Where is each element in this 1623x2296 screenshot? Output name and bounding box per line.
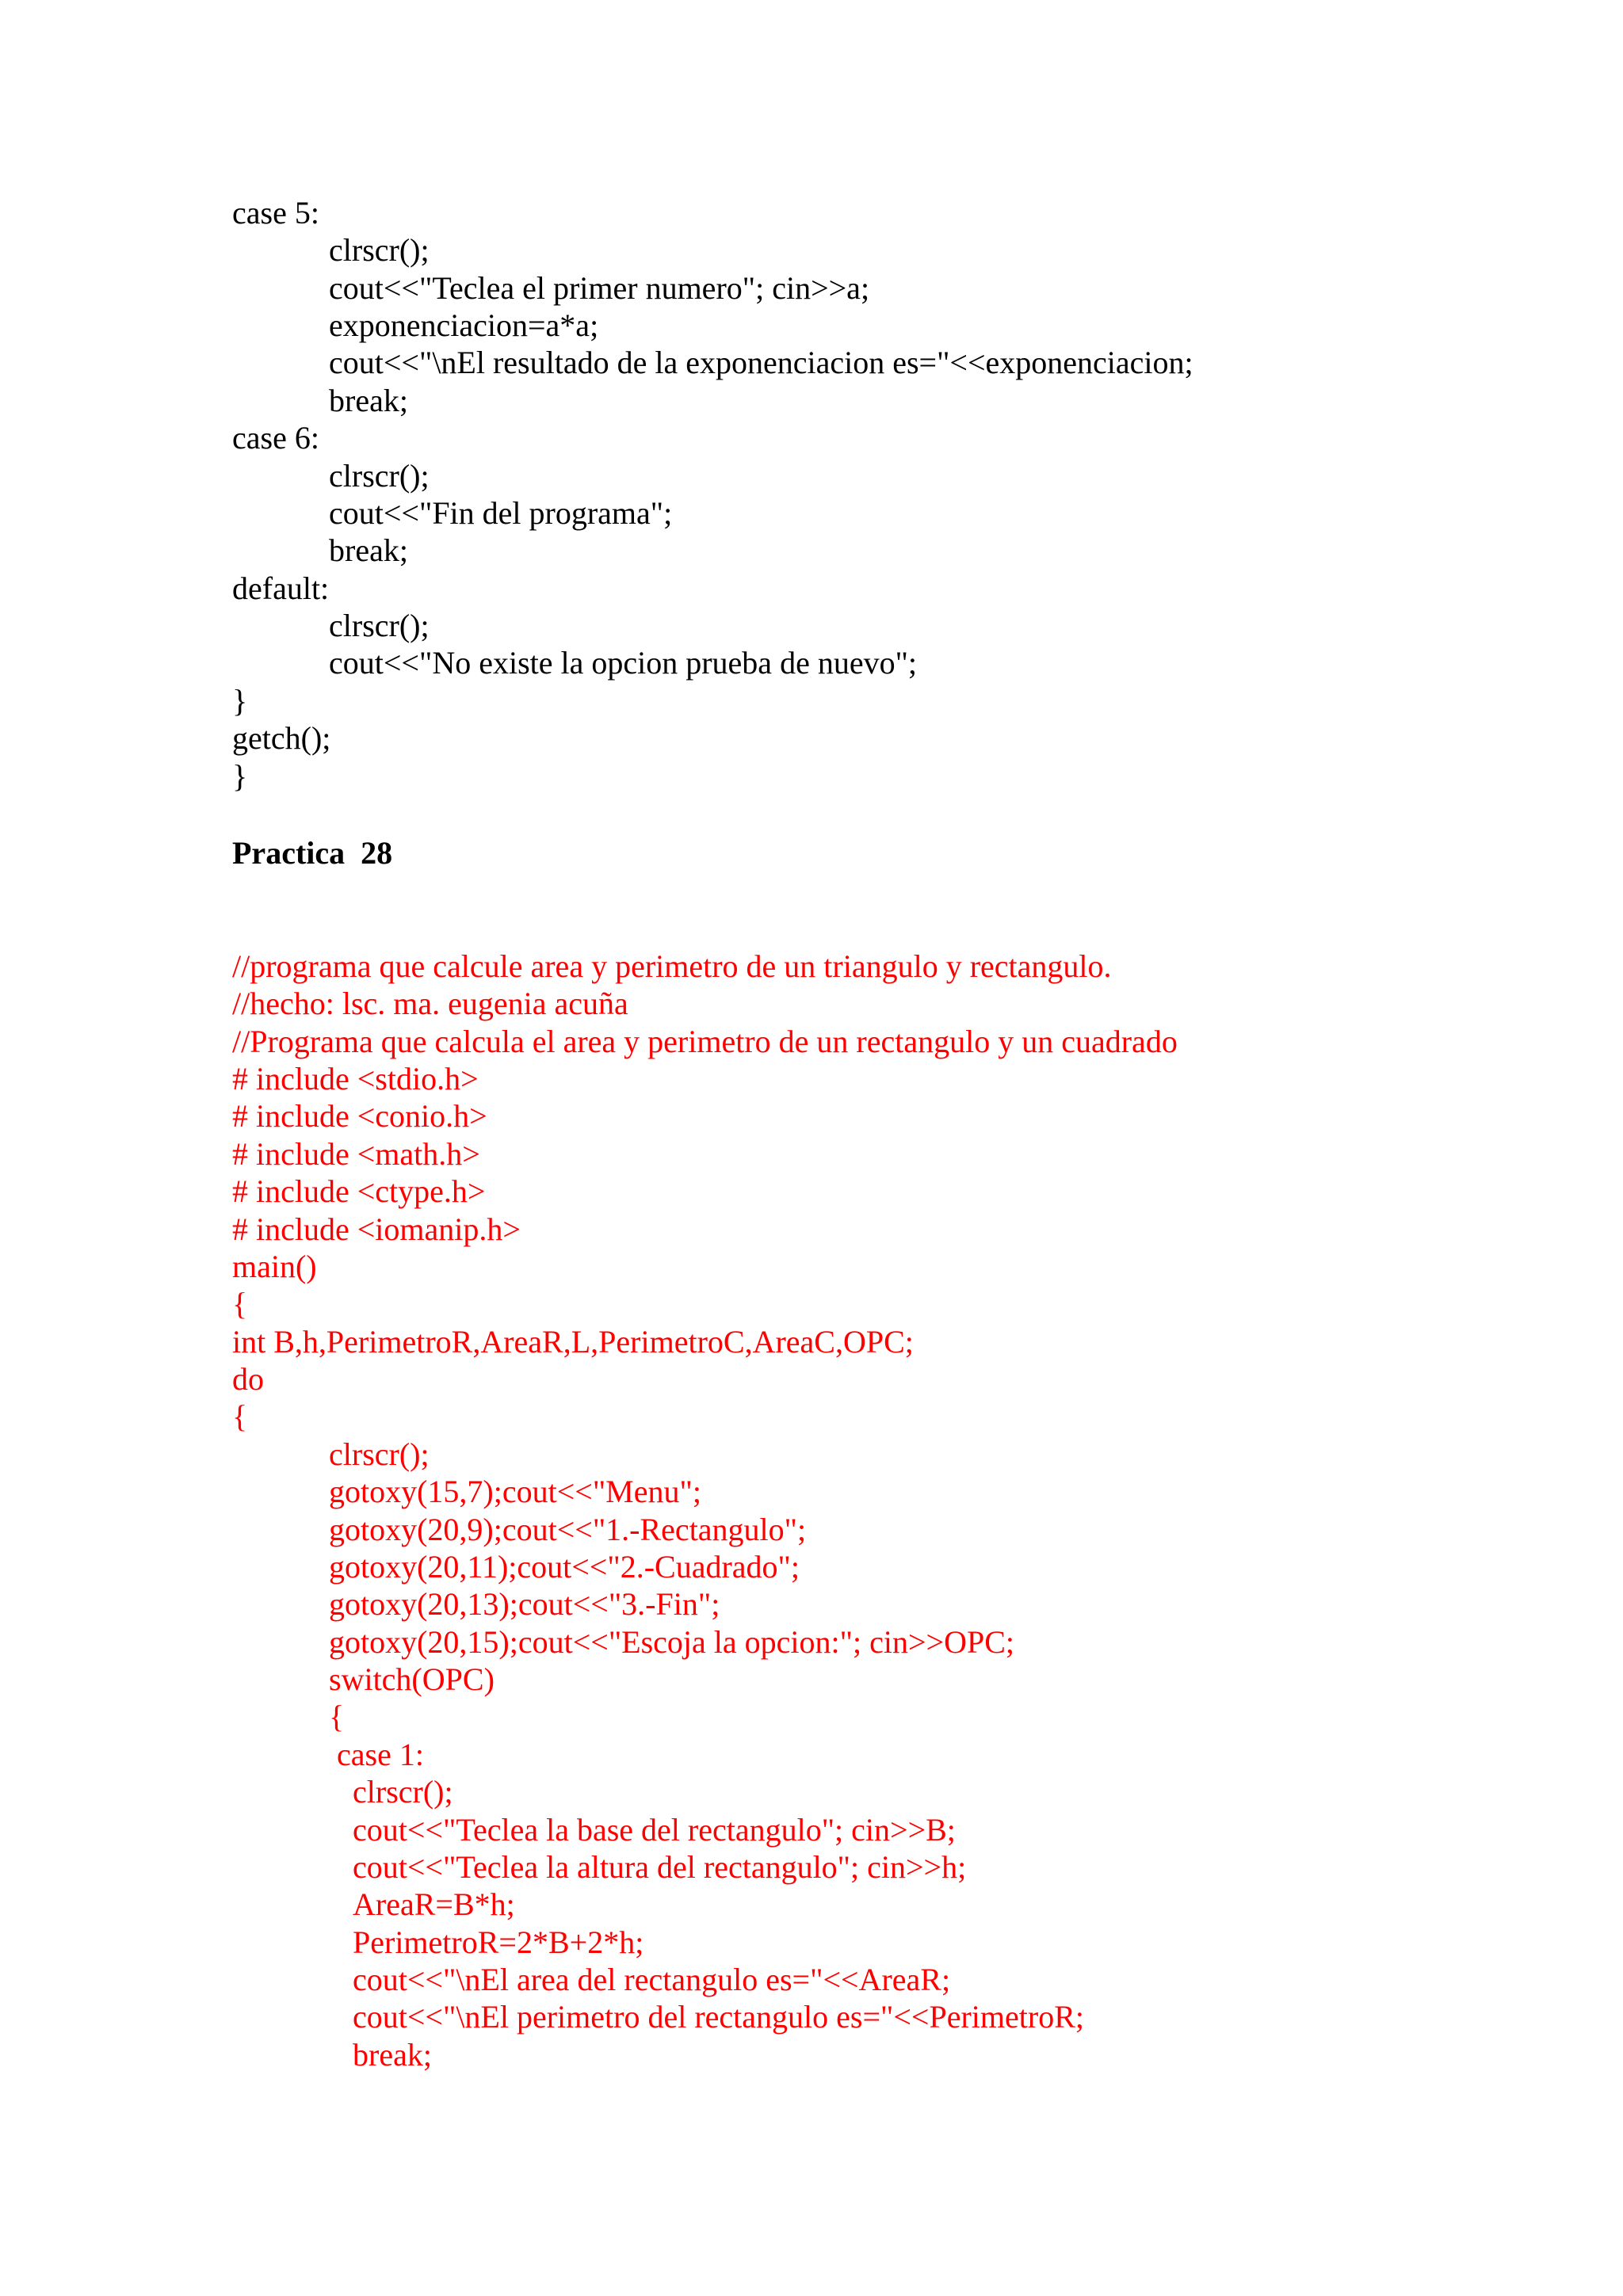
code-line: clrscr(); xyxy=(353,1774,453,1810)
code-line: clrscr(); xyxy=(329,458,430,494)
code-line: gotoxy(20,9);cout<<"1.-Rectangulo"; xyxy=(329,1512,807,1547)
code-line: gotoxy(20,11);cout<<"2.-Cuadrado"; xyxy=(329,1549,800,1585)
code-line: default: xyxy=(232,570,330,606)
code-line: break; xyxy=(353,2037,432,2073)
code-line: case 5: xyxy=(232,195,319,231)
include-line: # include <iomanip.h> xyxy=(232,1211,521,1247)
include-line: # include <conio.h> xyxy=(232,1098,487,1134)
code-line: gotoxy(15,7);cout<<"Menu"; xyxy=(329,1474,701,1509)
code-line: clrscr(); xyxy=(329,232,430,268)
code-line: cout<<"\nEl perimetro del rectangulo es="<<PerimetroR; xyxy=(353,1999,1084,2035)
comment-line: //hecho: lsc. ma. eugenia acuña xyxy=(232,986,628,1021)
code-line: { xyxy=(232,1398,248,1434)
code-line: getch(); xyxy=(232,720,331,756)
code-line: int B,h,PerimetroR,AreaR,L,PerimetroC,AreaC,OPC; xyxy=(232,1324,914,1360)
code-line: exponenciacion=a*a; xyxy=(329,307,599,343)
include-line: # include <math.h> xyxy=(232,1136,480,1172)
code-line: cout<<"\nEl resultado de la exponenciacion es="<<exponenciacion; xyxy=(329,345,1193,380)
code-line: cout<<"No existe la opcion prueba de nuevo"; xyxy=(329,645,918,681)
code-line: gotoxy(20,15);cout<<"Escoja la opcion:"; cin>>OPC; xyxy=(329,1624,1014,1660)
code-line: break; xyxy=(329,383,408,418)
code-line: { xyxy=(232,1286,248,1322)
include-line: # include <stdio.h> xyxy=(232,1061,479,1097)
code-line: AreaR=B*h; xyxy=(353,1886,515,1922)
comment-line: //Programa que calcula el area y perimetro de un rectangulo y un cuadrado xyxy=(232,1024,1178,1059)
code-line: cout<<"Teclea el primer numero"; cin>>a; xyxy=(329,270,870,306)
code-line: case 1: xyxy=(337,1737,424,1772)
code-line: clrscr(); xyxy=(329,1436,430,1472)
code-line: cout<<"Fin del programa"; xyxy=(329,495,673,531)
code-line: cout<<"Teclea la altura del rectangulo"; cin>>h; xyxy=(353,1849,967,1885)
code-line: cout<<"Teclea la base del rectangulo"; cin>>B; xyxy=(353,1812,956,1848)
code-line: main() xyxy=(232,1249,317,1284)
code-line: } xyxy=(232,758,248,794)
code-line: break; xyxy=(329,532,408,568)
include-line: # include <ctype.h> xyxy=(232,1173,486,1209)
code-line: do xyxy=(232,1361,264,1397)
comment-line: //programa que calcule area y perimetro de un triangulo y rectangulo. xyxy=(232,948,1112,984)
code-line: clrscr(); xyxy=(329,608,430,643)
section-heading: Practica 28 xyxy=(232,835,393,871)
code-line: { xyxy=(329,1699,345,1734)
code-line: switch(OPC) xyxy=(329,1661,495,1697)
code-line: gotoxy(20,13);cout<<"3.-Fin"; xyxy=(329,1586,720,1622)
code-line: case 6: xyxy=(232,420,319,456)
code-line: PerimetroR=2*B+2*h; xyxy=(353,1924,644,1960)
code-line: cout<<"\nEl area del rectangulo es="<<AreaR; xyxy=(353,1962,951,1997)
code-line: } xyxy=(232,683,248,719)
